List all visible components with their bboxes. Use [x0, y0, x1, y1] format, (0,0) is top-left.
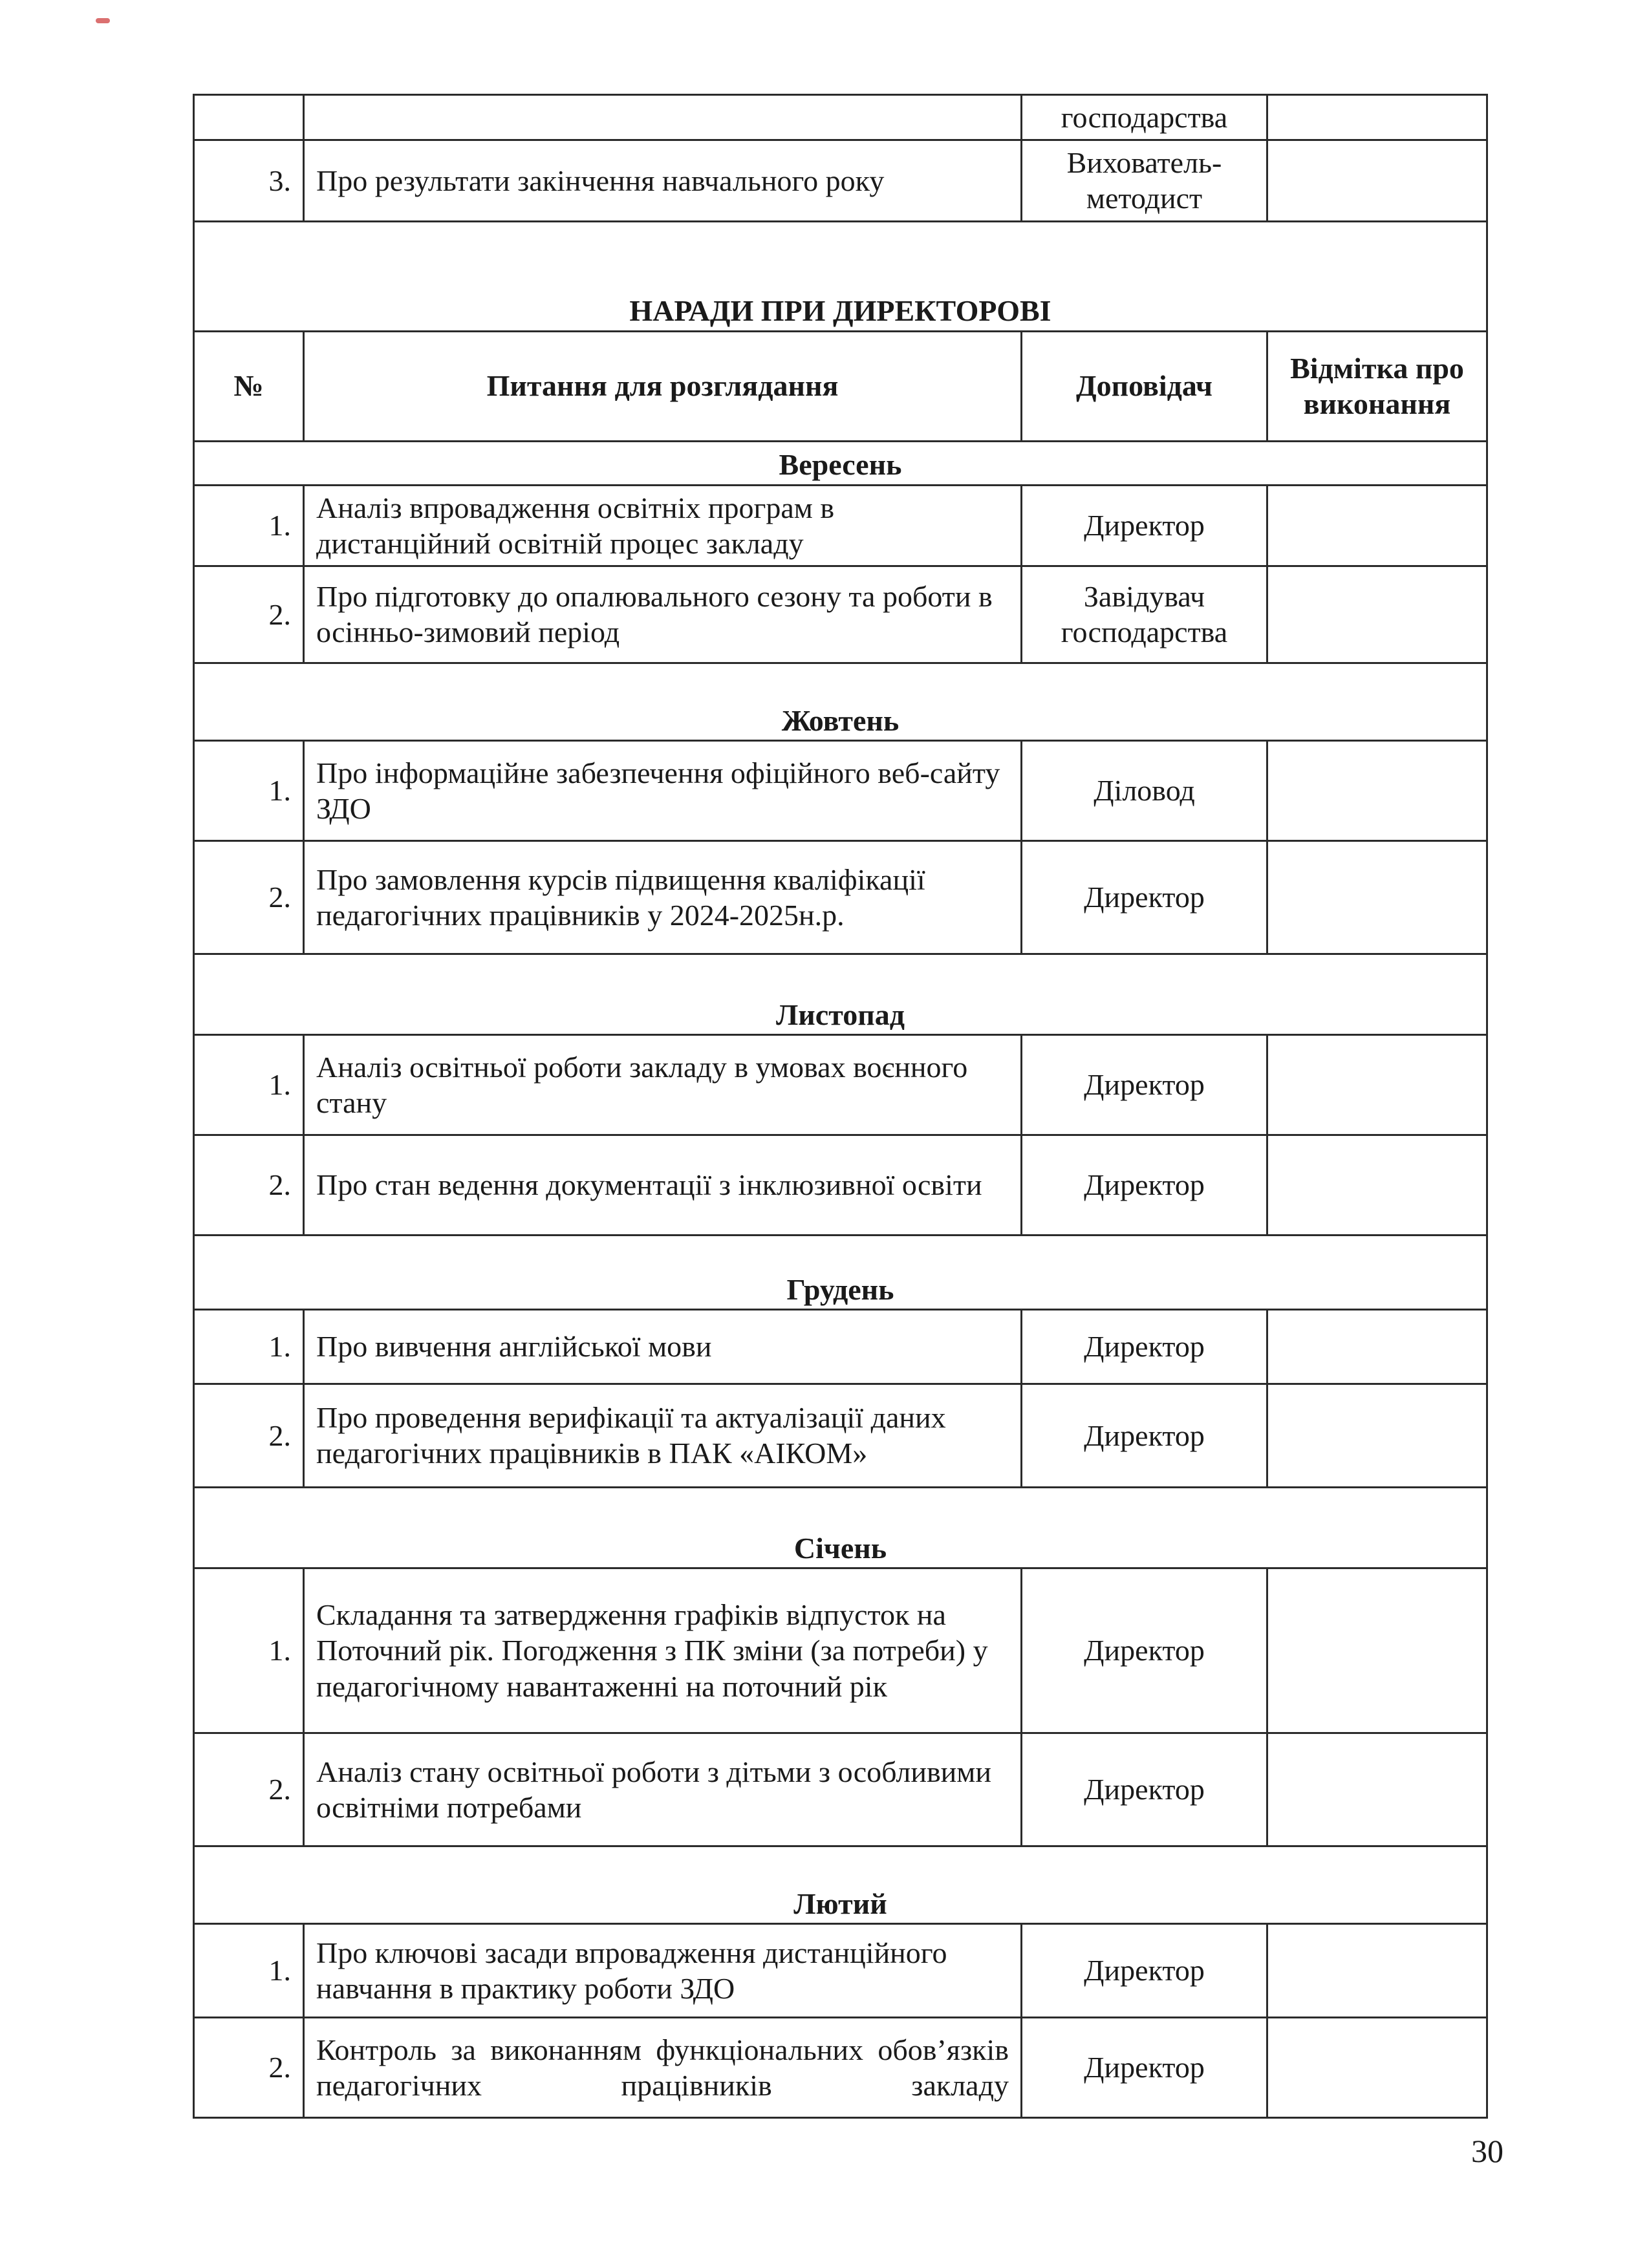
table-row [194, 1309, 1487, 1384]
header-row [194, 331, 1487, 441]
table-row [194, 95, 1487, 140]
row-number: 1. [194, 485, 304, 566]
row-number: 1. [194, 1034, 304, 1135]
table-row [194, 1923, 1487, 2017]
row-topic: Про стан ведення документації з інклюзивної освіти [304, 1135, 1022, 1235]
row-mark [1267, 1034, 1487, 1135]
row-mark [1267, 1309, 1487, 1384]
row-speaker: Вихователь-методист [1022, 140, 1267, 221]
table-row [194, 485, 1487, 566]
header-number: № [194, 331, 304, 441]
month-heading: Жовтень [194, 663, 1487, 740]
page-number: 30 [1471, 2133, 1503, 2169]
row-speaker: Директор [1022, 1034, 1267, 1135]
scan-mark [96, 18, 110, 23]
row-mark [1267, 1568, 1487, 1733]
row-speaker: Директор [1022, 2017, 1267, 2117]
table-row [194, 1568, 1487, 1733]
row-speaker: Завідувач господарства [1022, 566, 1267, 663]
row-topic [304, 95, 1022, 140]
header-topic: Питання для розглядання [304, 331, 1022, 441]
row-speaker: Директор [1022, 1309, 1267, 1384]
row-topic: Про підготовку до опалювального сезону та роботи в осінньо-зимовий період [304, 566, 1022, 663]
month-row [194, 663, 1487, 740]
row-speaker: Директор [1022, 840, 1267, 954]
row-mark [1267, 2017, 1487, 2117]
row-mark [1267, 1733, 1487, 1846]
row-topic: Аналіз стану освітньої роботи з дітьми з особливими освітніми потребами [304, 1733, 1022, 1846]
row-speaker: Директор [1022, 1923, 1267, 2017]
row-mark [1267, 840, 1487, 954]
row-topic: Про вивчення англійської мови [304, 1309, 1022, 1384]
meetings-table [193, 94, 1488, 2119]
table-row [194, 140, 1487, 221]
row-topic: Про проведення верифікації та актуалізації даних педагогічних працівників в ПАК «АІКОМ» [304, 1384, 1022, 1487]
table-row [194, 840, 1487, 954]
row-speaker: Директор [1022, 485, 1267, 566]
month-row [194, 441, 1487, 485]
row-speaker: Директор [1022, 1733, 1267, 1846]
row-topic: Про замовлення курсів підвищення кваліфікації педагогічних працівників у 2024-2025н.р. [304, 840, 1022, 954]
header-speaker: Доповідач [1022, 331, 1267, 441]
row-topic: Контроль за виконанням функціональних обов’язків педагогічних працівників закладу [304, 2017, 1022, 2117]
row-speaker: Директор [1022, 1384, 1267, 1487]
section-title: НАРАДИ ПРИ ДИРЕКТОРОВІ [194, 221, 1487, 331]
table-row [194, 1034, 1487, 1135]
section-title-row [194, 221, 1487, 331]
row-topic: Аналіз впровадження освітніх програм в дистанційний освітній процес закладу [304, 485, 1022, 566]
table-row [194, 2017, 1487, 2117]
month-row [194, 1846, 1487, 1923]
row-speaker: Директор [1022, 1568, 1267, 1733]
table-row [194, 566, 1487, 663]
table-row [194, 1135, 1487, 1235]
month-row [194, 1487, 1487, 1568]
row-number: 2. [194, 566, 304, 663]
row-number [194, 95, 304, 140]
row-speaker: господарства [1022, 95, 1267, 140]
month-heading: Грудень [194, 1235, 1487, 1309]
row-number: 1. [194, 1923, 304, 2017]
row-mark [1267, 485, 1487, 566]
row-number: 1. [194, 740, 304, 840]
month-row [194, 954, 1487, 1034]
row-mark [1267, 140, 1487, 221]
month-heading: Вересень [194, 441, 1487, 485]
row-number: 3. [194, 140, 304, 221]
row-speaker: Директор [1022, 1135, 1267, 1235]
row-number: 2. [194, 1733, 304, 1846]
row-topic: Складання та затвердження графіків відпусток на Поточний рік. Погодження з ПК зміни (за потреби) у педагогічному навантаженні на поточний рік [304, 1568, 1022, 1733]
row-mark [1267, 566, 1487, 663]
row-mark [1267, 95, 1487, 140]
row-number: 2. [194, 2017, 304, 2117]
row-mark [1267, 1923, 1487, 2017]
row-number: 1. [194, 1309, 304, 1384]
table-row [194, 1384, 1487, 1487]
row-topic: Про результати закінчення навчального року [304, 140, 1022, 221]
row-mark [1267, 1384, 1487, 1487]
row-topic: Аналіз освітньої роботи закладу в умовах воєнного стану [304, 1034, 1022, 1135]
month-row [194, 1235, 1487, 1309]
row-number: 1. [194, 1568, 304, 1733]
month-heading: Січень [194, 1487, 1487, 1568]
row-number: 2. [194, 1135, 304, 1235]
row-mark [1267, 740, 1487, 840]
row-topic: Про ключові засади впровадження дистанційного навчання в практику роботи ЗДО [304, 1923, 1022, 2017]
table-row [194, 1733, 1487, 1846]
row-number: 2. [194, 1384, 304, 1487]
header-mark: Відмітка про виконання [1267, 331, 1487, 441]
row-topic: Про інформаційне забезпечення офіційного веб-сайту ЗДО [304, 740, 1022, 840]
month-heading: Листопад [194, 954, 1487, 1034]
month-heading: Лютий [194, 1846, 1487, 1923]
row-mark [1267, 1135, 1487, 1235]
row-number: 2. [194, 840, 304, 954]
row-speaker: Діловод [1022, 740, 1267, 840]
table-row [194, 740, 1487, 840]
